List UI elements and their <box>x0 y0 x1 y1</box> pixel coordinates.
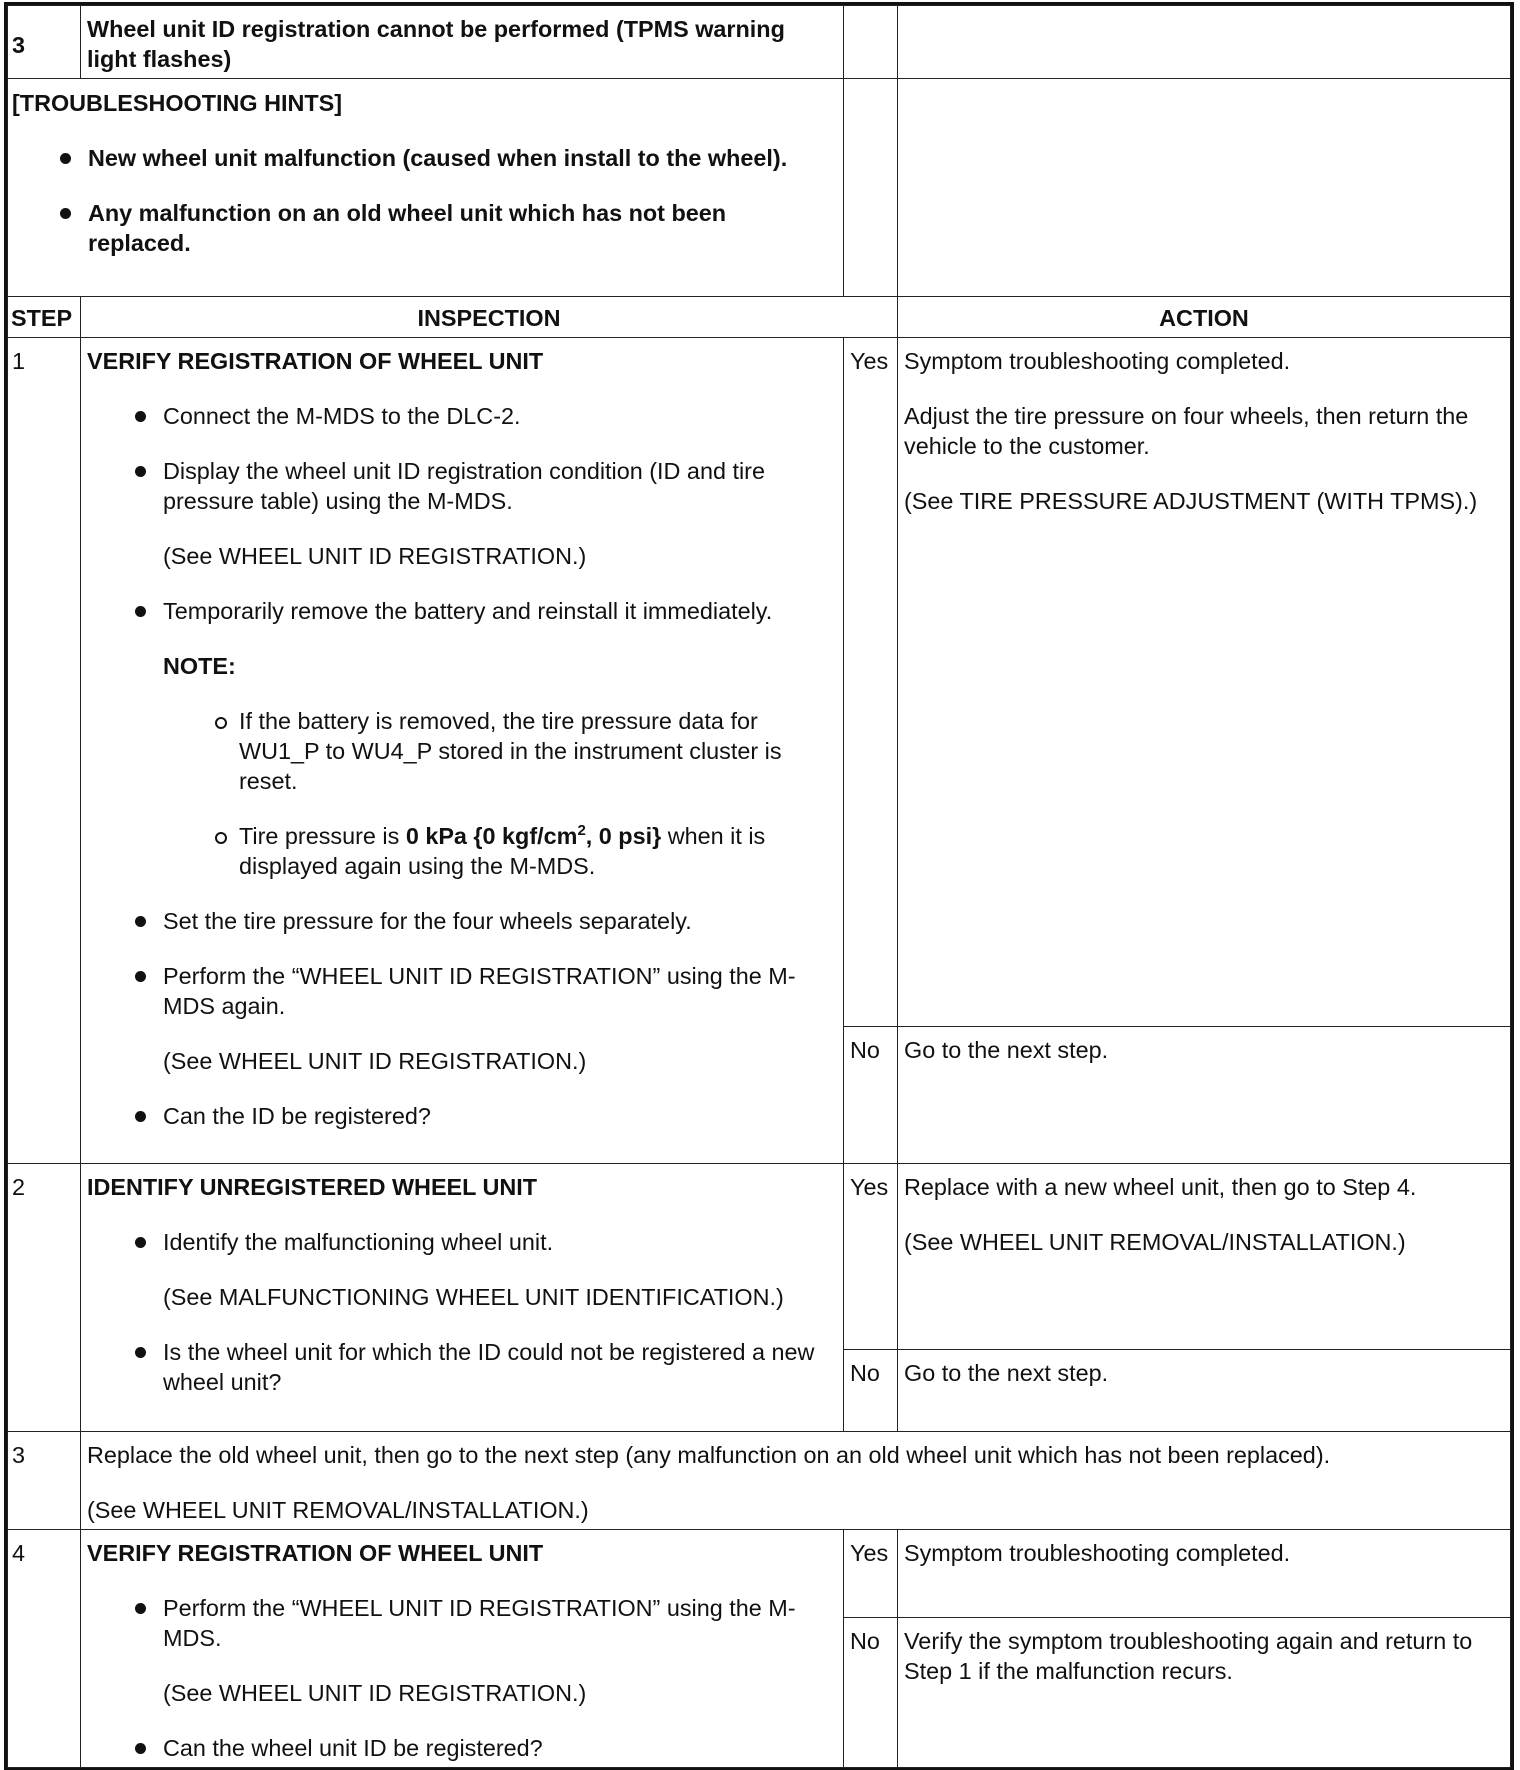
bullet-icon <box>135 1111 146 1122</box>
no-action: Verify the symptom troubleshooting again and return to Step 1 if the malfunction recurs. <box>898 1618 1511 1768</box>
step-3-text: Replace the old wheel unit, then go to the next step (any malfunction on an old wheel unit which has not been replaced). (See WHEEL UNIT REMOVAL/INSTALLATION.) <box>81 1432 1511 1530</box>
symptom-title: Wheel unit ID registration cannot be performed (TPMS warning light flashes) <box>81 6 844 79</box>
col-action: ACTION <box>898 297 1511 338</box>
bullet-icon <box>60 153 71 164</box>
no-action: Go to the next step. <box>898 1350 1511 1432</box>
no-label: No <box>844 1027 898 1164</box>
note-label: NOTE: <box>163 653 236 679</box>
inspection-bullet: Can the ID be registered? <box>87 1101 835 1131</box>
no-label: No <box>844 1618 898 1768</box>
reference-text: (See WHEEL UNIT ID REGISTRATION.) <box>163 1680 587 1706</box>
column-header-row <box>8 297 1511 338</box>
bullet-icon <box>135 916 146 927</box>
step-number: 4 <box>8 1530 81 1768</box>
note-item: Tire pressure is 0 kPa {0 kgf/$cm^2$, 0 psi} when it is displayed again using the M-MDS. <box>87 821 835 881</box>
step-title: VERIFY REGISTRATION OF WHEEL UNIT <box>87 348 544 374</box>
inspection-bullet: Connect the M-MDS to the DLC-2. <box>87 401 835 431</box>
col-step: STEP <box>8 297 81 338</box>
title-row <box>8 6 1511 79</box>
reference-text: (See WHEEL UNIT ID REGISTRATION.) <box>163 1048 587 1074</box>
hint-item: New wheel unit malfunction (caused when install to the wheel). <box>12 143 835 173</box>
yes-label: Yes <box>844 1164 898 1350</box>
hints-cell <box>8 79 844 297</box>
bullet-icon <box>135 606 146 617</box>
bullet-icon <box>135 971 146 982</box>
step-number: 2 <box>8 1164 81 1432</box>
yes-action: Symptom troubleshooting completed. Adjust the tire pressure on four wheels, then return the vehicle to the customer. (See TIRE PRESSURE ADJUSTMENT (WITH TPMS).) <box>898 338 1511 1027</box>
step-4-yes-row <box>8 1530 1511 1618</box>
reference-text: (See WHEEL UNIT ID REGISTRATION.) <box>163 543 587 569</box>
symptom-number: 3 <box>8 6 81 79</box>
hint-item: Any malfunction on an old wheel unit which has not been replaced. <box>12 198 835 258</box>
step-1-yes-row <box>8 338 1511 1027</box>
yes-label: Yes <box>844 1530 898 1618</box>
bullet-icon <box>60 208 71 219</box>
troubleshooting-table <box>7 5 1511 1768</box>
no-label: No <box>844 1350 898 1432</box>
inspection-bullet: Can the wheel unit ID be registered? <box>87 1733 835 1763</box>
yes-action: Symptom troubleshooting completed. <box>898 1530 1511 1618</box>
inspection-bullet: Temporarily remove the battery and reinstall it immediately. <box>87 596 835 626</box>
step-2-yes-row <box>8 1164 1511 1350</box>
step-number: 3 <box>8 1432 81 1530</box>
step-title: IDENTIFY UNREGISTERED WHEEL UNIT <box>87 1174 538 1200</box>
step-4-inspection <box>81 1530 844 1768</box>
step-1-inspection <box>81 338 844 1164</box>
note-item: If the battery is removed, the tire pressure data for WU1_P to WU4_P stored in the instrument cluster is reset. <box>87 706 835 796</box>
col-inspection: INSPECTION <box>81 297 898 338</box>
step-title: VERIFY REGISTRATION OF WHEEL UNIT <box>87 1540 544 1566</box>
inspection-bullet: Perform the “WHEEL UNIT ID REGISTRATION” using the M-MDS. <box>87 1593 835 1653</box>
no-action: Go to the next step. <box>898 1027 1511 1164</box>
inspection-bullet: Perform the “WHEEL UNIT ID REGISTRATION” using the M-MDS again. <box>87 961 835 1021</box>
reference-text: (See WHEEL UNIT REMOVAL/INSTALLATION.) <box>87 1497 589 1523</box>
inspection-bullet: Identify the malfunctioning wheel unit. <box>87 1227 835 1257</box>
circle-bullet-icon <box>215 717 227 729</box>
step-number: 1 <box>8 338 81 1164</box>
reference-text: (See MALFUNCTIONING WHEEL UNIT IDENTIFICATION.) <box>163 1284 784 1310</box>
bullet-icon <box>135 1237 146 1248</box>
inspection-bullet: Set the tire pressure for the four wheels separately. <box>87 906 835 936</box>
circle-bullet-icon <box>215 832 227 844</box>
yes-label: Yes <box>844 338 898 1027</box>
hints-row <box>8 79 1511 297</box>
bullet-icon <box>135 1347 146 1358</box>
inspection-bullet: Display the wheel unit ID registration condition (ID and tire pressure table) using the M-MDS. <box>87 456 835 516</box>
step-3-row <box>8 1432 1511 1530</box>
bullet-icon <box>135 411 146 422</box>
step-2-inspection <box>81 1164 844 1432</box>
bullet-icon <box>135 1603 146 1614</box>
bullet-icon <box>135 466 146 477</box>
bullet-icon <box>135 1743 146 1754</box>
inspection-bullet: Is the wheel unit for which the ID could not be registered a new wheel unit? <box>87 1337 835 1397</box>
yes-action: Replace with a new wheel unit, then go to Step 4. (See WHEEL UNIT REMOVAL/INSTALLATION.) <box>898 1164 1511 1350</box>
hints-label: [TROUBLESHOOTING HINTS] <box>12 90 343 116</box>
